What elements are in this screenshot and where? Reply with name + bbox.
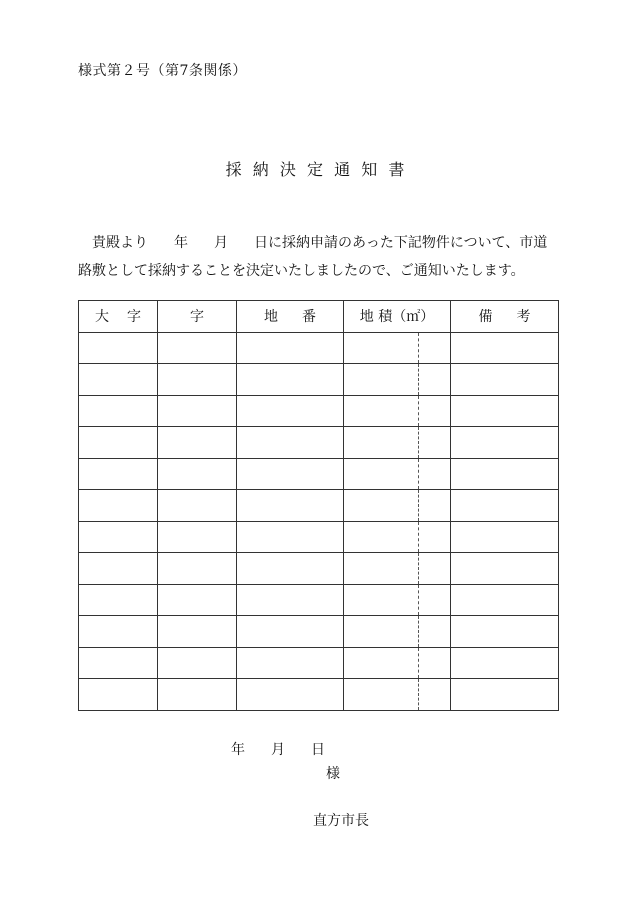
cell-chiban bbox=[237, 364, 344, 396]
cell-biko bbox=[451, 647, 559, 679]
cell-aza bbox=[158, 332, 237, 364]
decimal-divider bbox=[418, 679, 419, 710]
table-row bbox=[79, 584, 559, 616]
notice-line-2: 路敷として採納することを決定いたしましたので、ご通知いたします。 bbox=[78, 263, 525, 279]
cell-chiban bbox=[237, 521, 344, 553]
decimal-divider bbox=[418, 585, 419, 616]
cell-biko bbox=[451, 521, 559, 553]
cell-chiban bbox=[237, 395, 344, 427]
decimal-divider bbox=[418, 427, 419, 458]
cell-chiseki bbox=[344, 395, 451, 427]
table-header-row bbox=[79, 301, 559, 333]
cell-chiseki bbox=[344, 584, 451, 616]
title-char: 通 bbox=[334, 160, 351, 179]
cell-oaza bbox=[79, 679, 158, 711]
cell-chiban bbox=[237, 490, 344, 522]
cell-chiseki bbox=[344, 553, 451, 585]
cell-chiseki bbox=[344, 364, 451, 396]
cell-chiseki bbox=[344, 490, 451, 522]
notice-prefix: 貴殿より bbox=[92, 235, 148, 251]
title-char: 知 bbox=[361, 160, 378, 179]
property-table bbox=[78, 300, 559, 711]
cell-chiban bbox=[237, 647, 344, 679]
cell-oaza bbox=[79, 364, 158, 396]
notice-body bbox=[78, 229, 558, 285]
title-char: 書 bbox=[388, 160, 405, 179]
cell-chiseki bbox=[344, 679, 451, 711]
decimal-divider bbox=[418, 522, 419, 553]
cell-chiban bbox=[237, 679, 344, 711]
cell-oaza bbox=[79, 647, 158, 679]
cell-oaza bbox=[79, 490, 158, 522]
cell-aza bbox=[158, 647, 237, 679]
header-aza: 字 bbox=[158, 301, 237, 333]
cell-biko bbox=[451, 616, 559, 648]
cell-aza bbox=[158, 395, 237, 427]
cell-chiseki bbox=[344, 427, 451, 459]
cell-biko bbox=[451, 553, 559, 585]
header-oaza: 大 字 bbox=[79, 301, 158, 333]
cell-chiseki bbox=[344, 458, 451, 490]
table-body bbox=[79, 332, 559, 710]
cell-biko bbox=[451, 679, 559, 711]
table-row bbox=[79, 490, 559, 522]
cell-chiban bbox=[237, 427, 344, 459]
cell-biko bbox=[451, 458, 559, 490]
cell-aza bbox=[158, 490, 237, 522]
cell-chiban bbox=[237, 584, 344, 616]
cell-aza bbox=[158, 584, 237, 616]
table-row bbox=[79, 458, 559, 490]
table-row bbox=[79, 616, 559, 648]
title-char: 採 bbox=[225, 160, 242, 179]
table-row bbox=[79, 553, 559, 585]
date-day: 日 bbox=[311, 742, 325, 758]
date-line bbox=[231, 739, 325, 759]
header-biko: 備 考 bbox=[451, 301, 559, 333]
cell-aza bbox=[158, 616, 237, 648]
cell-oaza bbox=[79, 332, 158, 364]
table-row bbox=[79, 647, 559, 679]
form-number: 様式第２号（第7条関係） bbox=[78, 63, 247, 79]
cell-oaza bbox=[79, 553, 158, 585]
notice-year: 年 bbox=[174, 235, 188, 251]
notice-line-1 bbox=[78, 229, 558, 257]
cell-biko bbox=[451, 584, 559, 616]
cell-chiban bbox=[237, 332, 344, 364]
date-year: 年 bbox=[231, 742, 245, 758]
decimal-divider bbox=[418, 396, 419, 427]
table-row bbox=[79, 427, 559, 459]
cell-oaza bbox=[79, 584, 158, 616]
header-chiseki: 地 積（㎡） bbox=[344, 301, 451, 333]
cell-biko bbox=[451, 490, 559, 522]
cell-chiseki bbox=[344, 332, 451, 364]
issuer: 直方市長 bbox=[313, 813, 369, 829]
title-char: 決 bbox=[279, 160, 296, 179]
cell-aza bbox=[158, 679, 237, 711]
decimal-divider bbox=[418, 553, 419, 584]
date-month: 月 bbox=[271, 742, 285, 758]
notice-line1-rest: 日に採納申請のあった下記物件について、市道 bbox=[254, 235, 548, 251]
decimal-divider bbox=[418, 364, 419, 395]
table-row bbox=[79, 395, 559, 427]
cell-aza bbox=[158, 458, 237, 490]
decimal-divider bbox=[418, 616, 419, 647]
title-char: 納 bbox=[252, 160, 269, 179]
table-row bbox=[79, 364, 559, 396]
decimal-divider bbox=[418, 490, 419, 521]
decimal-divider bbox=[418, 459, 419, 490]
table-row bbox=[79, 332, 559, 364]
cell-oaza bbox=[79, 427, 158, 459]
cell-chiban bbox=[237, 458, 344, 490]
cell-chiseki bbox=[344, 647, 451, 679]
cell-chiban bbox=[237, 553, 344, 585]
cell-oaza bbox=[79, 395, 158, 427]
document-title bbox=[0, 157, 630, 180]
cell-chiseki bbox=[344, 616, 451, 648]
cell-biko bbox=[451, 395, 559, 427]
table-row bbox=[79, 521, 559, 553]
cell-chiseki bbox=[344, 521, 451, 553]
cell-aza bbox=[158, 521, 237, 553]
cell-oaza bbox=[79, 458, 158, 490]
title-char: 定 bbox=[306, 160, 323, 179]
table-row bbox=[79, 679, 559, 711]
cell-aza bbox=[158, 364, 237, 396]
cell-aza bbox=[158, 553, 237, 585]
cell-biko bbox=[451, 332, 559, 364]
decimal-divider bbox=[418, 648, 419, 679]
header-chiban: 地 番 bbox=[237, 301, 344, 333]
cell-aza bbox=[158, 427, 237, 459]
cell-biko bbox=[451, 427, 559, 459]
decimal-divider bbox=[418, 333, 419, 364]
addressee-suffix: 様 bbox=[326, 766, 340, 782]
cell-oaza bbox=[79, 616, 158, 648]
notice-month: 月 bbox=[214, 235, 228, 251]
cell-chiban bbox=[237, 616, 344, 648]
cell-oaza bbox=[79, 521, 158, 553]
cell-biko bbox=[451, 364, 559, 396]
